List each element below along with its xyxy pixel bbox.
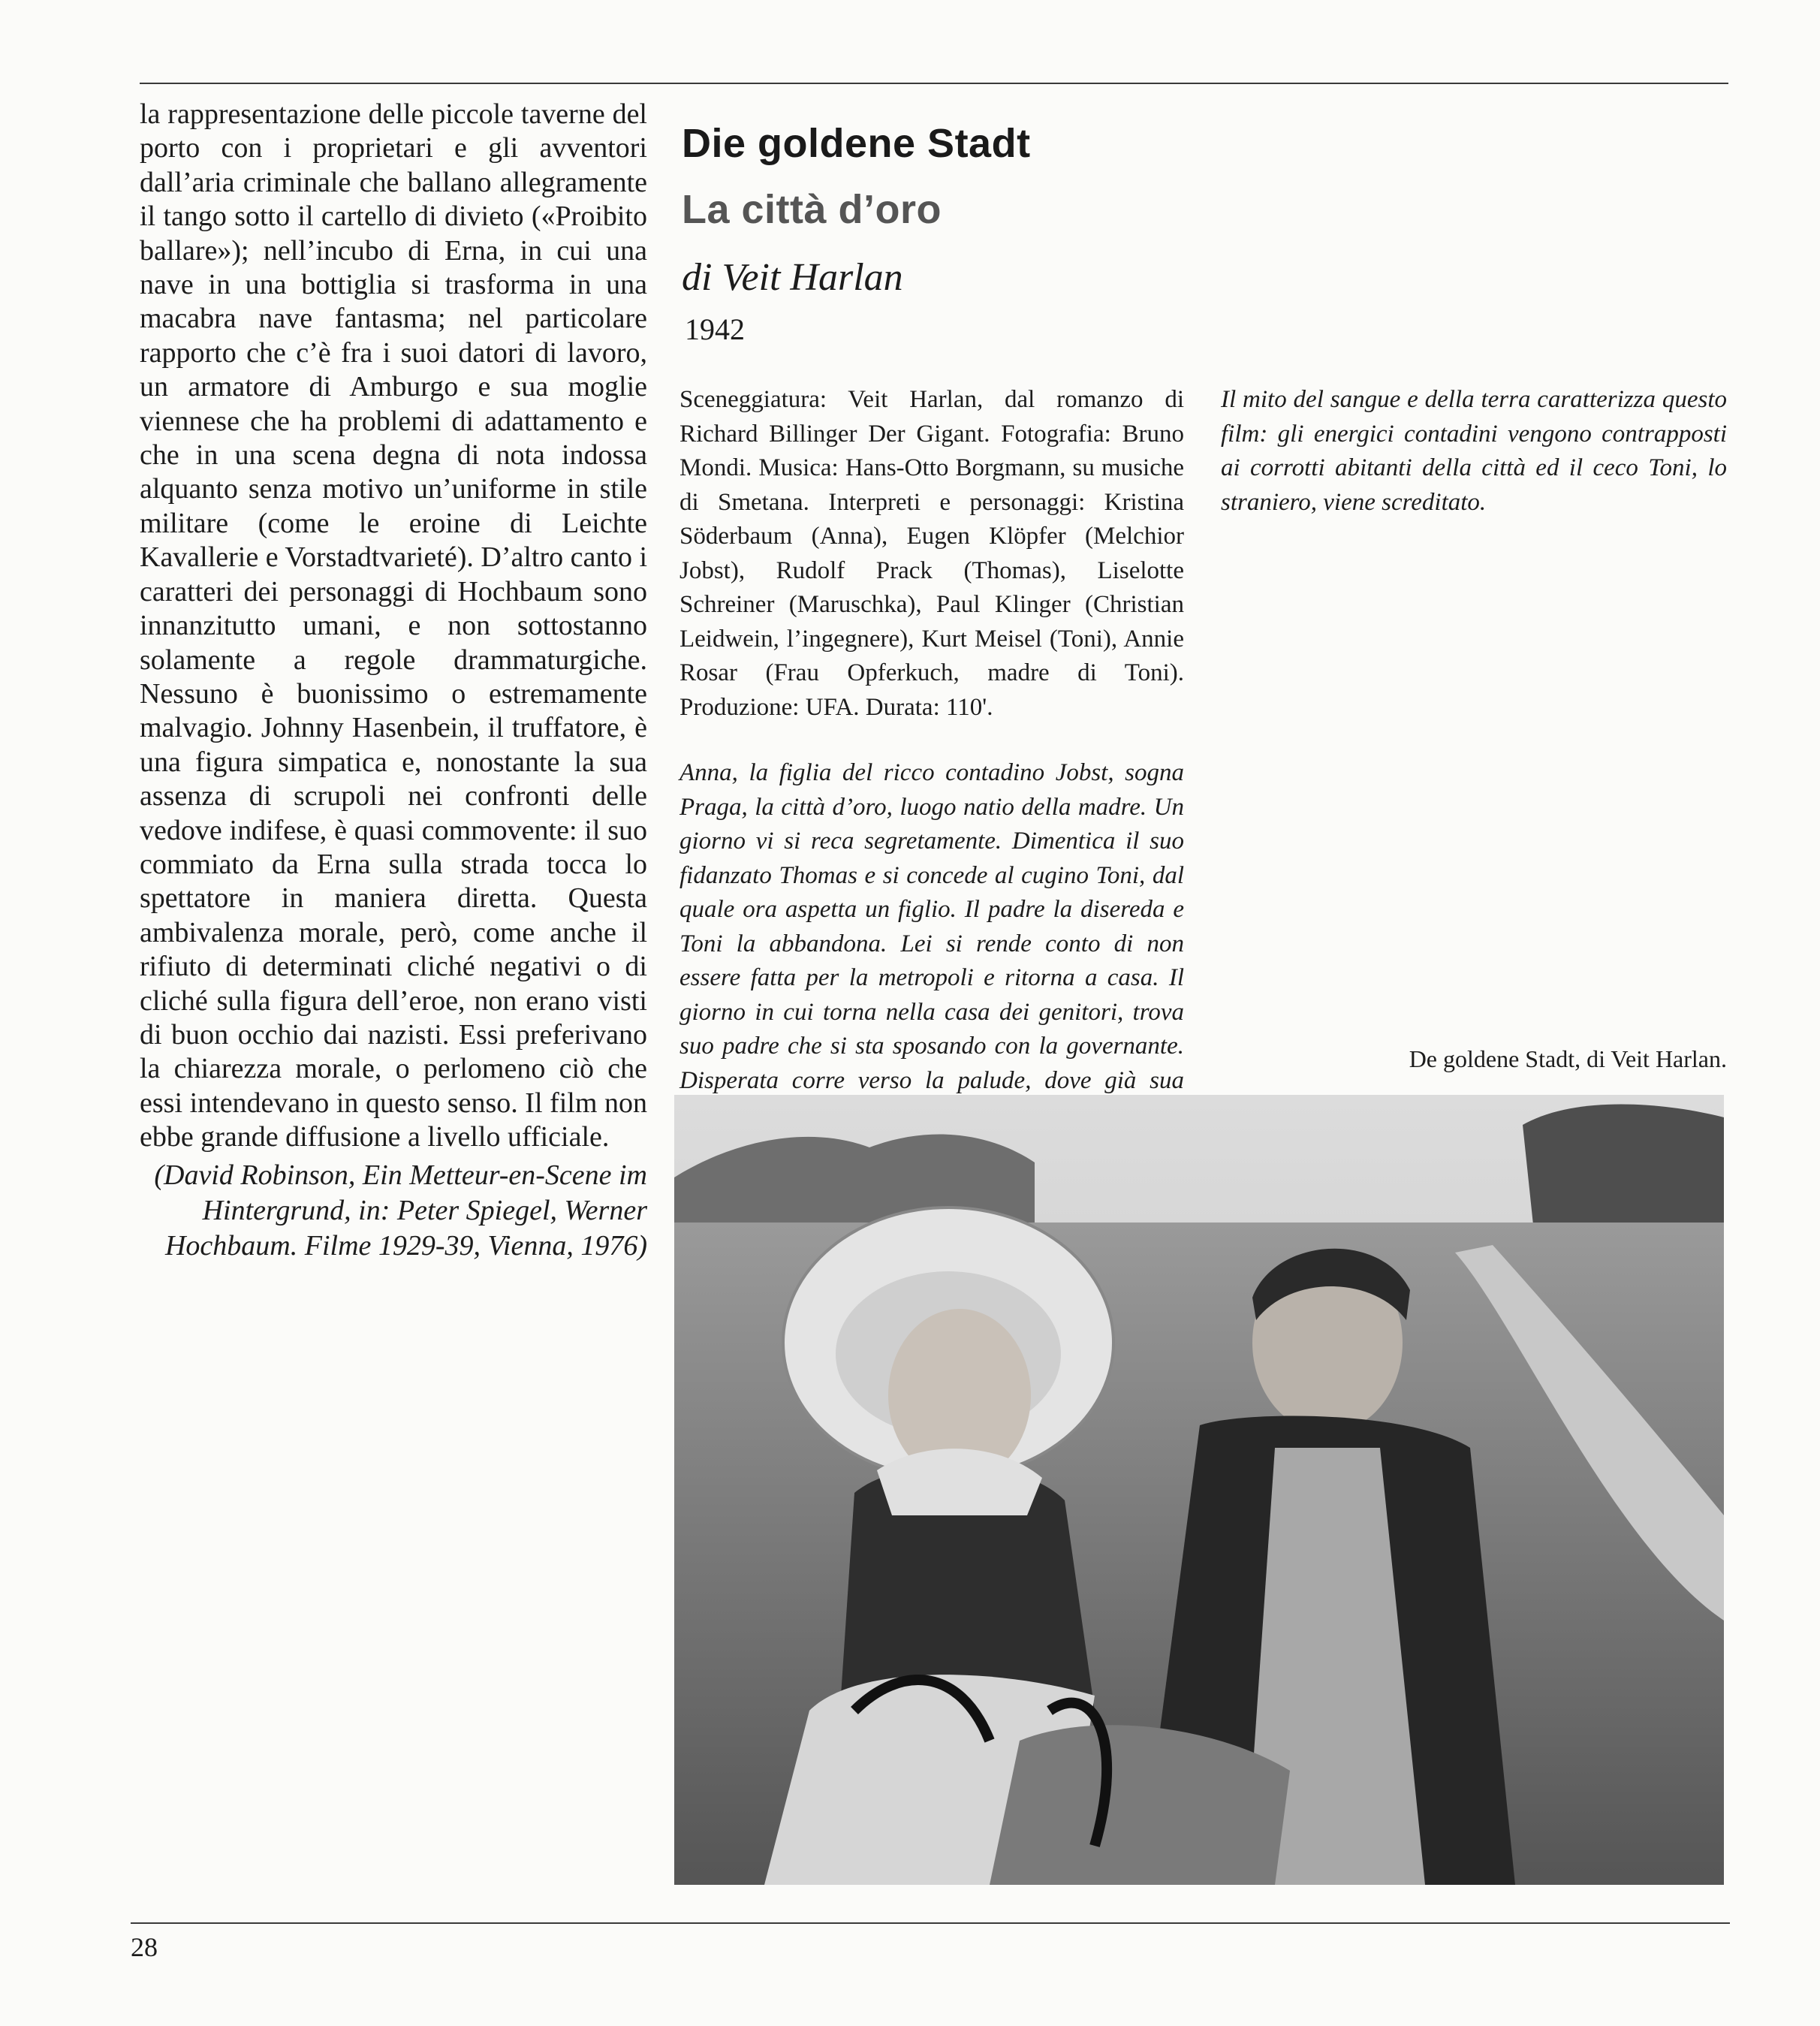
film-title: Die goldene Stadt [682,121,1031,166]
film-credits: Sceneggiatura: Veit Harlan, dal romanzo di Richard Billinger Der Gigant. Fotografia: Bruno Mondi. Musica: Hans-Otto Borgmann, su musiche di Smetana. Interpreti e personaggi: Kristina Söderbaum (Anna), Eugen Klöpfer (Melchior Jobst), Rudolf Prack (Thomas), Liselotte Schreiner (Maruschka), Paul Klinger (Christian Leidwein, l’ingegnere), Kurt Meisel (Toni), Annie Rosar (Frau Opferkuch, madre di Toni). Produzione: UFA. Durata: 110'. [679,386,1184,721]
left-column [140,98,647,1264]
left-body-text: la rappresentazione delle piccole taverne del porto con i proprietari e gli avventori dall’aria criminale che ballano allegramente il tango sotto il cartello di divieto («Proibito ballare»); nell’incubo di Erna, in cui una nave in una bottiglia si trasforma in una macabra nave fantasma; nel particolare rapporto che c’è fra i suoi datori di lavoro, un armatore di Amburgo e sua moglie viennese che ha problemi di adattamento e che in una scena degna di nota indossa alquanto senza motivo un’uniforme in stile militare (come le eroine di Leichte Kavallerie e Vorstadtvarieté). D’altro canto i caratteri dei personaggi di Hochbaum sono innanzitutto umani, e non sottostanno solamente a regole drammaturgiche. Nessuno è buonissimo o estremamente malvagio. Johnny Hasenbein, il truffatore, è una figura simpatica e, nonostante la sua assenza di scrupoli nei confronti delle vedove indifese, è quasi commovente: il suo commiato da Erna sulla strada tocca lo spettatore in maniera diretta. Questa ambivalenza morale, però, come anche il rifiuto di determinati cliché negativi o di cliché sulla figura dell’eroe, non erano visti di buon occhio dai nazisti. Essi preferivano la chiarezza morale, o perlomeno ciò che essi intendevano in questo senso. Il film non ebbe grande diffusione a livello ufficiale. [140,98,647,1153]
film-synopsis: Anna, la figlia del ricco contadino Jobst, sogna Praga, la città d’oro, luogo natio della madre. Un giorno vi si reca segretamente. Dimentica il suo fidanzato Thomas e si concede al cugino Toni, dal quale ora aspetta un figlio. Il padre la disereda e Toni la abbandona. Lei si rende conto di non essere fatta per la metropoli e ritorna a casa. Il giorno in cui torna nella casa dei genitori, trova suo padre che si sta sposando con la governante. Disperata corre verso la palude, dove già sua [679,759,1184,1094]
film-year: 1942 [685,312,745,346]
photo-caption: De goldene Stadt, di Veit Harlan. [1409,1045,1727,1072]
left-citation: (David Robinson, Ein Metteur-en-Scene im Hintergrund, in: Peter Spiegel, Werner Hochbaum. Filme 1929-39, Vienna, 1976) [154,1159,647,1262]
right-column [1221,383,1727,520]
middle-column [679,383,1184,1132]
bottom-rule [131,1922,1730,1924]
film-commentary: Il mito del sangue e della terra caratterizza questo film: gli energici contadini vengono contrapposti ai corrotti abitanti della città ed il ceco Toni, lo straniero, viene screditato. [1221,386,1727,516]
top-rule [140,83,1728,84]
film-still-photo [674,1095,1724,1885]
film-director: di Veit Harlan [682,256,903,299]
film-still-illustration [674,1095,1724,1885]
page-number: 28 [131,1932,158,1962]
film-subtitle: La città d’oro [682,187,942,232]
